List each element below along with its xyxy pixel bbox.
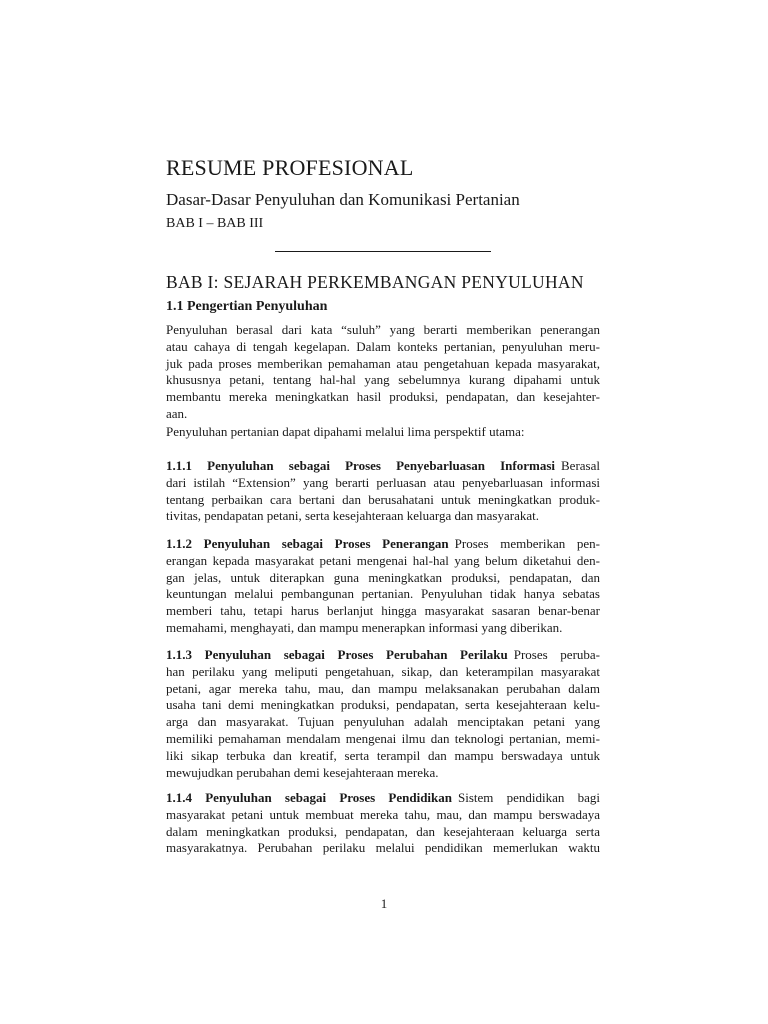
paragraph-text: Proses memberikan pen- (454, 536, 601, 551)
paragraph-line: han perilaku yang meliputi pengetahuan, sikap, dan keterampilan masyarakat (166, 663, 600, 679)
paragraph-line: keuntungan melalui pembangunan pertanian. Penyuluhan tidak hanya sebatas (166, 586, 600, 602)
paragraph-line: usaha tani demi meningkatkan produksi, pendapatan, serta kesejahteraan kelu- (166, 697, 600, 713)
subsection-1-1-2 (166, 536, 600, 637)
paragraph-line: khususnya petani, tentang hal-hal yang sebelumnya kurang dipahami untuk (166, 372, 600, 388)
paragraph-line: arga dan masyarakat. Tujuan penyuluhan adalah menciptakan petani yang (166, 714, 600, 730)
title-divider (275, 251, 491, 252)
paragraph-line: Penyuluhan berasal dari kata “suluh” yang berarti memberikan penerangan (166, 322, 600, 337)
run-in-heading: 1.1.2 Penyuluhan sebagai Proses Penerangan (166, 536, 449, 551)
paragraph-line: memberi tahu, tetapi harus berlanjut hingga masyarakat sasaran benar-benar (166, 603, 600, 619)
paragraph-line: dari istilah “Extension” yang berarti perluasan atau penyebarluasan informasi (166, 474, 600, 490)
paragraph-definition (166, 322, 600, 423)
paragraph-line: dalam meningkatkan produksi, pendapatan, dan kesejahteraan keluarga serta (166, 823, 600, 839)
paragraph-line: Penyuluhan pertanian dapat dipahami melalui lima perspektif utama: (166, 424, 525, 439)
paragraph-line: memiliki pemahaman mendalam mengenai ilmu dan teknologi pertanian, memi- (166, 730, 600, 746)
paragraph-text: Proses peruba- (513, 647, 600, 662)
paragraph-text: Berasal (561, 458, 600, 473)
section-heading: BAB I: SEJARAH PERKEMBANGAN PENYULUHAN (166, 272, 584, 292)
paragraph-line: gan jelas, untuk diterapkan guna meningkatkan produksi, pendapatan, dan (166, 569, 600, 585)
paragraph-text: Sistem pendidikan bagi (458, 790, 600, 805)
paragraph-line: tivitas, pendapatan petani, serta kesejahteraan keluarga dan masyarakat. (166, 508, 539, 524)
run-in-heading: 1.1.1 Penyuluhan sebagai Proses Penyebarluasan Informasi (166, 458, 556, 473)
paragraph-line: membantu mereka meningkatkan hasil produksi, pendapatan, dan kesejahter- (166, 389, 600, 405)
chapter-range: BAB I – BAB III (166, 216, 264, 231)
page-number: 1 (380, 896, 388, 911)
subsection-1-1-3 (166, 647, 600, 781)
subsection-1-1-1 (166, 458, 600, 525)
paragraph-line: aan. (166, 405, 188, 421)
paragraph-perspectives (166, 424, 600, 441)
paragraph-line (166, 536, 600, 553)
paragraph-line: memahami, menghayati, dan mampu menerapkan informasi yang diberikan. (166, 619, 563, 635)
run-in-heading: 1.1.4 Penyuluhan sebagai Proses Pendidikan (166, 790, 452, 805)
paragraph-line (166, 790, 600, 807)
run-in-heading: 1.1.3 Penyuluhan sebagai Proses Perubahan Perilaku (166, 647, 508, 662)
paragraph-line: masyarakatnya. Perubahan perilaku melalui pendidikan memerlukan waktu (166, 840, 600, 856)
paragraph-line: erangan kepada masyarakat petani mengenai hal-hal yang belum diketahui den- (166, 552, 600, 568)
paragraph-line: petani, agar mereka tahu, mau, dan mampu melaksanakan perubahan dalam (166, 680, 600, 696)
paragraph-line: masyarakat petani untuk membuat mereka tahu, mau, dan mampu berswadaya (166, 806, 600, 822)
subsection-1-1-4 (166, 790, 600, 857)
paragraph-line (166, 458, 600, 475)
paragraph-line (166, 647, 600, 664)
paragraph-line: tentang perbaikan cara bertani dan berusahatani untuk meningkatkan produk- (166, 491, 600, 507)
subsection-heading: 1.1 Pengertian Penyuluhan (166, 299, 328, 314)
paragraph-line: liki sikap terbuka dan kreatif, serta terampil dan mampu berswadaya untuk (166, 747, 600, 763)
paragraph-line: atau cahaya di tengah kegelapan. Dalam konteks pertanian, penyuluhan meru- (166, 338, 600, 354)
paragraph-line: mewujudkan perubahan demi kesejahteraan mereka. (166, 764, 439, 780)
paragraph-line: juk pada proses memberikan pemahaman atau pengetahuan kepada masyarakat, (166, 355, 600, 371)
document-subtitle: Dasar-Dasar Penyuluhan dan Komunikasi Pertanian (166, 190, 520, 209)
document-title: RESUME PROFESIONAL (166, 155, 414, 180)
